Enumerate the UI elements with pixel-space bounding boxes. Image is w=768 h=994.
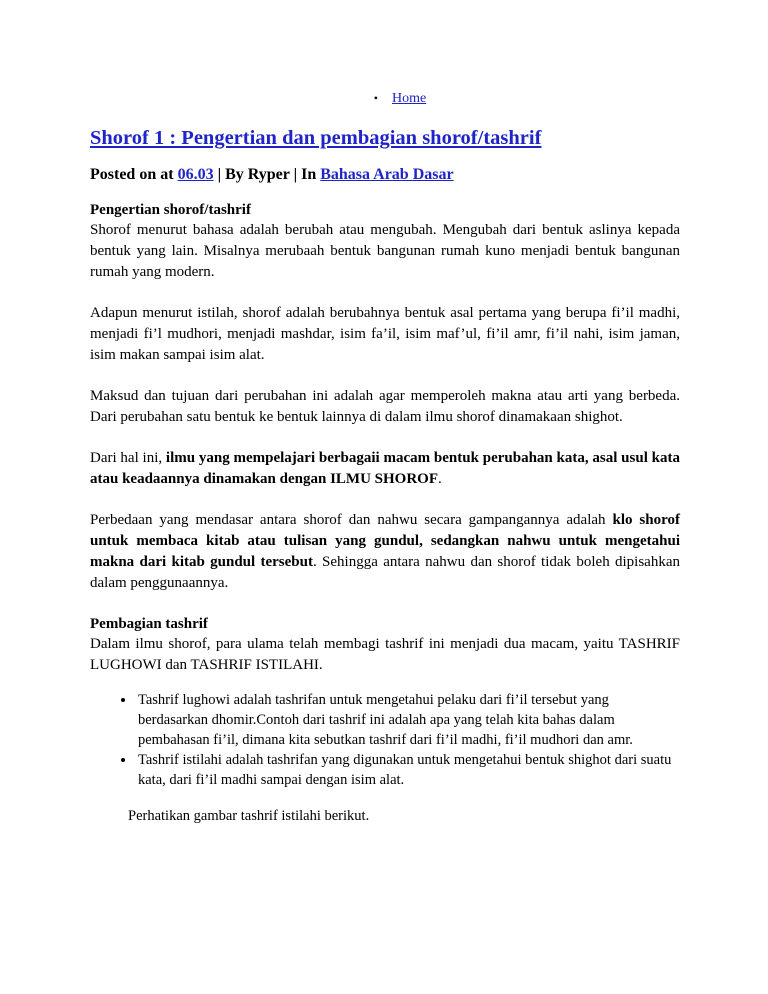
- post-title-link[interactable]: Shorof 1 : Pengertian dan pembagian shorof/tashrif: [90, 127, 542, 149]
- meta-author-label: | By Ryper | In: [213, 166, 321, 183]
- post-time-link[interactable]: 06.03: [177, 166, 214, 183]
- paragraph-4-end: .: [438, 471, 442, 487]
- paragraph-4-intro: Dari hal ini,: [90, 450, 166, 466]
- section-definisi: [90, 448, 680, 490]
- post-title[interactable]: [90, 125, 680, 151]
- tashrif-list: [90, 690, 680, 790]
- section-perbedaan: [90, 510, 680, 594]
- section-pengertian: [90, 200, 680, 283]
- document-page: [90, 88, 680, 826]
- paragraph-5: [90, 510, 680, 594]
- paragraph-5-intro: Perbedaan yang mendasar antara shorof dan nahwu secara gampangannya adalah: [90, 512, 613, 528]
- paragraph-4-bold: ilmu yang mempelajari berbagaii macam bentuk perubahan kata, asal usul kata atau keadaannya dinamakan dengan ILMU SHOROF: [90, 450, 680, 487]
- section-pembagian: [90, 614, 680, 676]
- heading-pembagian: Pembagian tashrif: [90, 616, 208, 632]
- category-link[interactable]: Bahasa Arab Dasar: [320, 166, 454, 183]
- section-maksud: [90, 386, 680, 428]
- paragraph-5-end: . Sehingga antara nahwu dan shorof tidak boleh dipisahkan dalam penggunaannya.: [90, 554, 680, 591]
- paragraph-3: Maksud dan tujuan dari perubahan ini adalah agar memperoleh makna atau arti yang berbeda. Dari perubahan satu bentuk ke bentuk lainnya di dalam ilmu shorof dinamakaan shighot.: [90, 388, 680, 425]
- paragraph-6: Dalam ilmu shorof, para ulama telah membagi tashrif ini menjadi dua macam, yaitu TASHRIF LUGHOWI dan TASHRIF ISTILAHI.: [90, 636, 680, 673]
- paragraph-5-bold: klo shorof untuk membaca kitab atau tulisan yang gundul, sedangkan nahwu untuk mengetahui makna dari kitab gundul tersebut: [90, 512, 680, 570]
- paragraph-1: Shorof menurut bahasa adalah berubah atau mengubah. Mengubah dari bentuk aslinya kepada bentuk yang lain. Misalnya merubaah bentuk bangunan rumah kuno menjadi bentuk bangunan rumah yang modern.: [90, 222, 680, 280]
- note-text: Perhatikan gambar tashrif istilahi berikut.: [128, 808, 370, 824]
- section-istilah: [90, 303, 680, 366]
- list-item: • Tashrif lughowi adalah tashrifan untuk mengetahui pelaku dari fi’il tersebut yang berdasarkan dhomir.Contoh dari tashrif ini adalah apa yang telah kita bahas dalam pembahasan fi’il, dimana kita sebutkan tashrif dari fi’il madhi, fi’il mudhori dan amr.: [136, 690, 680, 750]
- home-link[interactable]: Home: [391, 91, 427, 106]
- heading-pengertian: Pengertian shorof/tashrif: [90, 202, 251, 218]
- meta-posted-label: Posted on at: [90, 166, 178, 183]
- list-item: • Tashrif istilahi adalah tashrifan yang digunakan untuk mengetahui bentuk shighot dari suatu kata, dari fi’il madhi sampai dengan isim alat.: [136, 750, 680, 790]
- nav-bullet: •: [373, 91, 378, 105]
- nav-menu: [120, 88, 680, 109]
- post-meta: [90, 164, 680, 186]
- paragraph-2: Adapun menurut istilah, shorof adalah berubahnya bentuk asal pertama yang berupa fi’il madhi, menjadi fi’l mudhori, menjadi mashdar, isim fa’il, isim maf’ul, fi’il amr, fi’il nahi, isim jaman, isim makan sampai isim alat.: [90, 305, 680, 363]
- paragraph-4: [90, 448, 680, 490]
